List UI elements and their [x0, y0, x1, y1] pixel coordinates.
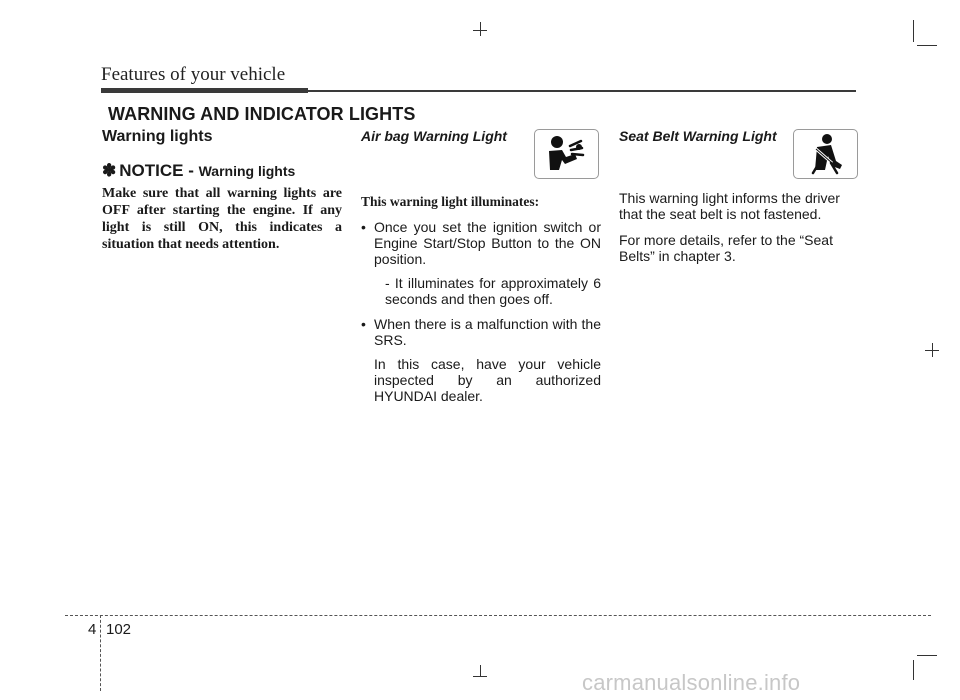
airbag-warning-icon — [534, 129, 599, 179]
bullet-icon: • — [361, 219, 366, 235]
seatbelt-paragraph-1: This warning light informs the driver that the seat belt is not fastened. — [619, 190, 840, 222]
notice-label: NOTICE - — [119, 161, 194, 180]
page-number: 102 — [106, 621, 132, 638]
crop-mark — [917, 45, 937, 46]
bullet-text: When there is a malfunction with the SRS. — [374, 316, 601, 348]
seatbelt-heading: Seat Belt Warning Light — [619, 128, 777, 144]
airbag-intro: This warning light illuminates: — [361, 194, 540, 209]
notice-text: Make sure that all warning lights are OFF after starting the engine. If any light is still ON, this indicates a situation that needs attention. — [102, 186, 342, 252]
crop-mark — [925, 350, 939, 351]
list-subitem — [361, 275, 601, 307]
subitem-text: - It illuminates for approximately 6 seconds and then goes off. — [385, 275, 601, 307]
crop-mark — [473, 676, 487, 677]
crop-mark — [913, 20, 914, 42]
warning-lights-heading: Warning lights — [102, 128, 213, 145]
crop-mark — [473, 30, 487, 31]
footer-divider — [100, 615, 101, 691]
bullet-icon: • — [361, 316, 366, 332]
seatbelt-paragraph-2: For more details, refer to the “Seat Belts” in chapter 3. — [619, 232, 833, 264]
notice-subtitle: Warning lights — [198, 163, 296, 179]
crop-mark — [913, 660, 914, 680]
crop-mark — [917, 655, 937, 656]
watermark: carmanualsonline.info — [582, 670, 801, 695]
notice-heading — [102, 161, 342, 181]
header-bar — [101, 88, 308, 93]
running-header: Features of your vehicle — [101, 64, 286, 85]
header-rule — [308, 90, 856, 92]
bullet-text: Once you set the ignition switch or Engine Start/Stop Button to the ON position. — [374, 219, 601, 267]
list-item — [361, 219, 601, 267]
notice-symbol-icon: ✽ — [102, 161, 117, 180]
list-subitem: In this case, have your vehicle inspected by an authorized HYUNDAI dealer. — [374, 356, 601, 404]
column-warning-lights — [102, 128, 342, 253]
section-title: WARNING AND INDICATOR LIGHTS — [108, 104, 416, 124]
list-item — [361, 316, 601, 348]
airbag-heading: Air bag Warning Light — [361, 128, 507, 144]
seatbelt-warning-icon — [793, 129, 858, 179]
chapter-number: 4 — [88, 621, 97, 638]
footer-rule — [65, 615, 931, 616]
crop-mark — [480, 22, 481, 36]
